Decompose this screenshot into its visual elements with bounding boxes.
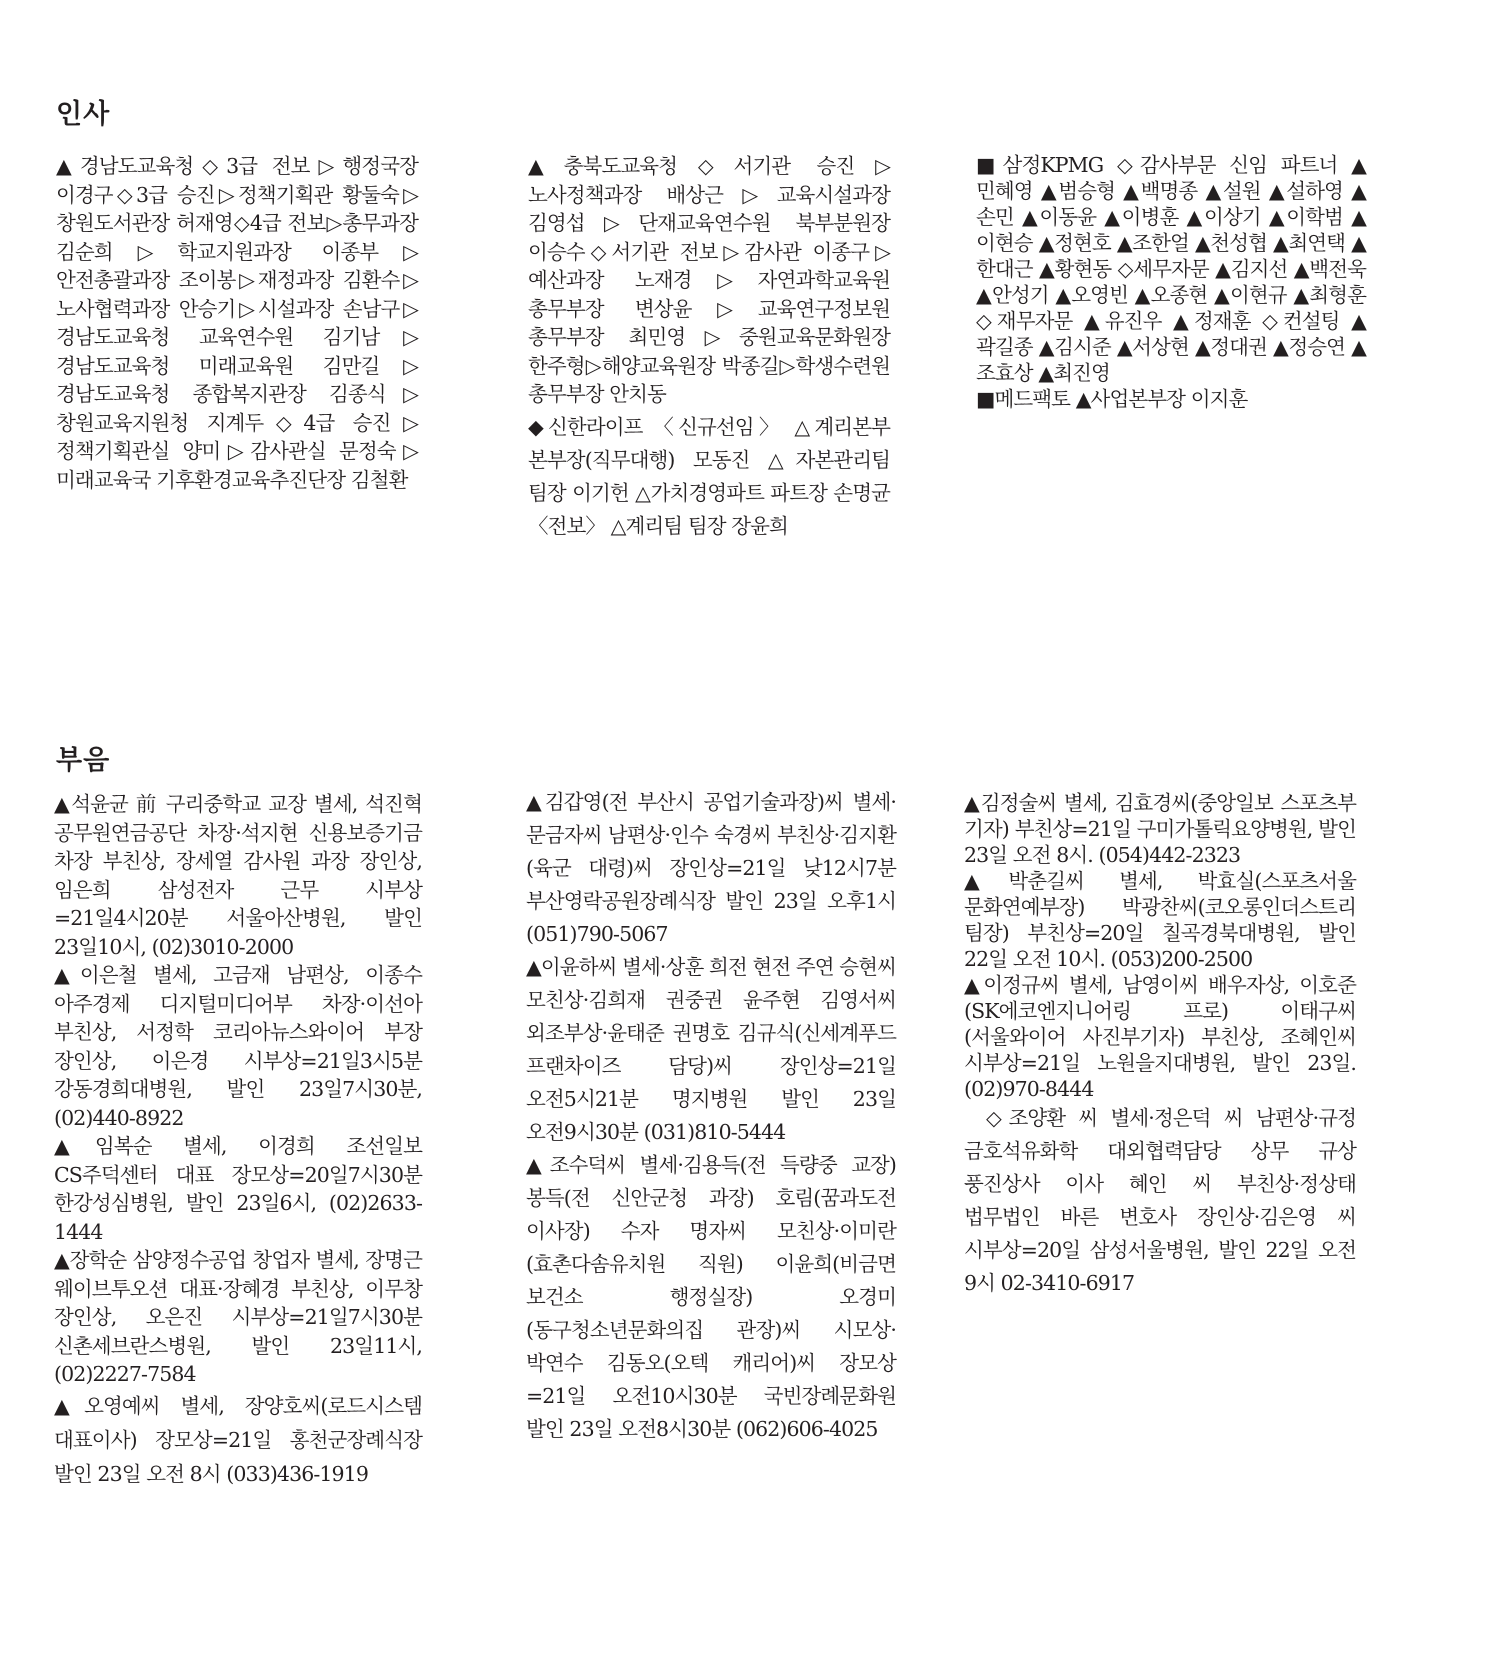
- personnel-entry: ◆신한라이프 〈신규선임〉 △계리본부 본부장(직무대행) 모동진 △자본관리팀 팀장 이기헌 △가치경영파트 파트장 손명균 〈전보〉 △계리팀 팀장 장윤희: [528, 414, 890, 538]
- personnel-column-2: [528, 152, 890, 543]
- personnel-section-title: 인사: [56, 99, 111, 130]
- personnel-column-3: [976, 152, 1366, 412]
- obituary-entry: ▲임복순 별세, 이경희 조선일보 CS주덕센터 대표 장모상=20일7시30분 한강성심병원, 발인 23일6시, (02)2633-1444: [54, 1134, 422, 1244]
- obituary-column-2: [526, 786, 896, 1446]
- obituary-entry: ▲이정규씨 별세, 남영이씨 배우자상, 이호준(SK에코엔지니어링 프로) 이태구씨(서울와이어 사진부기자) 부친상, 조혜인씨 시부상=21일 노원을지대병원, 발인 23일. (02)970-8444: [964, 973, 1356, 1101]
- obituary-entry: ▲오영예씨 별세, 장양호씨(로드시스템 대표이사) 장모상=21일 홍천군장례식장 발인 23일 오전 8시 (033)436-1919: [54, 1393, 422, 1486]
- personnel-entry: ▲경남도교육청◇3급 전보▷행정국장 이경구◇3급 승진▷정책기획관 황둘숙▷창원도서관장 허재영◇4급 전보▷총무과장 김순희▷학교지원과장 이종부▷안전총괄과장 조이봉▷재정과장 김환수▷노사협력과장 안승기▷시설과장 손남구▷경남도교육청 교육연수원 김기남▷경남도교육청 미래교육원 김만길▷경남도교육청 종합복지관장 김종식▷창원교육지원청 지계두◇4급 승진▷정책기획관실 양미▷감사관실 문정숙▷미래교육국 기후환경교육추진단장 김철환: [56, 154, 418, 492]
- obituary-entry: ◇조양환 씨 별세·정은덕 씨 남편상·규정 금호석유화학 대외협력담당 상무 규상 풍진상사 이사 혜인 씨 부친상·정상태 법무법인 바른 변호사 장인상·김은영 씨 시부상=20일 삼성서울병원, 발인 22일 오전 9시 02-3410-6917: [964, 1106, 1356, 1295]
- obituary-entry: ▲김갑영(전 부산시 공업기술과장)씨 별세·문금자씨 남편상·인수 숙경씨 부친상·김지환(육군 대령)씨 장인상=21일 낮12시7분 부산영락공원장례식장 발인 23일 오후1시 (051)790-5067: [526, 790, 896, 946]
- obituary-entry: ▲석윤균 前 구리중학교 교장 별세, 석진혁 공무원연금공단 차장·석지현 신용보증기금 차장 부친상, 장세열 감사원 과장 장인상, 임은희 삼성전자 근무 시부상=21일4시20분 서울아산병원, 발인 23일10시, (02)3010-2000: [54, 792, 422, 959]
- obituary-entry: ▲이은철 별세, 고금재 남편상, 이종수 아주경제 디지털미디어부 차장·이선아 부친상, 서정학 코리아뉴스와이어 부장 장인상, 이은경 시부상=21일3시5분 강동경희대병원, 발인 23일7시30분, (02)440-8922: [54, 963, 422, 1130]
- personnel-entry: ■메드팩토 ▲사업본부장 이지훈: [976, 387, 1248, 411]
- obituary-entry: ▲이윤하씨 별세·상훈 희전 현전 주연 승현씨 모친상·김희재 권중권 윤주현 김영서씨 외조부상·윤태준 권명호 김규식(신세계푸드 프랜차이즈 담당)씨 장인상=21일 오전5시21분 명지병원 발인 23일 오전9시30분 (031)810-5444: [526, 955, 896, 1144]
- obituary-section-title: 부음: [56, 745, 111, 776]
- personnel-entry: ■삼정KPMG ◇감사부문 신임 파트너 ▲민혜영 ▲범승형 ▲백명종 ▲설원 ▲설하영 ▲손민 ▲이동윤 ▲이병훈 ▲이상기 ▲이학범 ▲이현승 ▲정현호 ▲조한얼 ▲천성협 ▲최연택 ▲한대근 ▲황현동 ◇세무자문 ▲김지선 ▲백전욱 ▲안성기 ▲오영빈 ▲오종현 ▲이현규 ▲최형훈 ◇재무자문 ▲유진우 ▲정재훈 ◇컨설팅 ▲곽길종 ▲김시준 ▲서상현 ▲정대권 ▲정승연 ▲조효상 ▲최진영: [976, 153, 1366, 385]
- obituary-entry: ▲김정술씨 별세, 김효경씨(중앙일보 스포츠부 기자) 부친상=21일 구미가톨릭요양병원, 발인 23일 오전 8시. (054)442-2323: [964, 791, 1356, 867]
- personnel-entry: ▲충북도교육청◇서기관 승진▷노사정책과장 배상근▷교육시설과장 김영섭▷단재교육연수원 북부분원장 이승수◇서기관 전보▷감사관 이종구▷예산과장 노재경▷자연과학교육원 총무부장 변상윤▷교육연구정보원 총무부장 최민영▷중원교육문화원장 한주형▷해양교육원장 박종길▷학생수련원 총무부장 안치동: [528, 154, 890, 406]
- obituary-entry: ▲장학순 삼양정수공업 창업자 별세, 장명근 웨이브투오션 대표·장혜경 부친상, 이무창 장인상, 오은진 시부상=21일7시30분 신촌세브란스병원, 발인 23일11시, (02)2227-7584: [54, 1248, 422, 1386]
- personnel-column-1: [56, 152, 418, 494]
- obituary-column-1: [54, 790, 422, 1491]
- obituary-entry: ▲조수덕씨 별세·김용득(전 득량중 교장) 봉득(전 신안군청 과장) 호림(꿈과도전 이사장) 수자 명자씨 모친상·이미란(효촌다솜유치원 직원) 이윤희(비금면 보건소 행정실장) 오경미(동구청소년문화의집 관장)씨 시모상·박연수 김동오(오텍 캐리어)씨 장모상=21일 오전10시30분 국빈장례문화원 발인 23일 오전8시30분 (062)606-4025: [526, 1153, 896, 1441]
- obituary-entry: ▲박춘길씨 별세, 박효실(스포츠서울 문화연예부장) 박광찬씨(코오롱인더스트리 팀장) 부친상=20일 칠곡경북대병원, 발인 22일 오전 10시. (053)200-2500: [964, 869, 1356, 971]
- obituary-column-3: [964, 790, 1356, 1300]
